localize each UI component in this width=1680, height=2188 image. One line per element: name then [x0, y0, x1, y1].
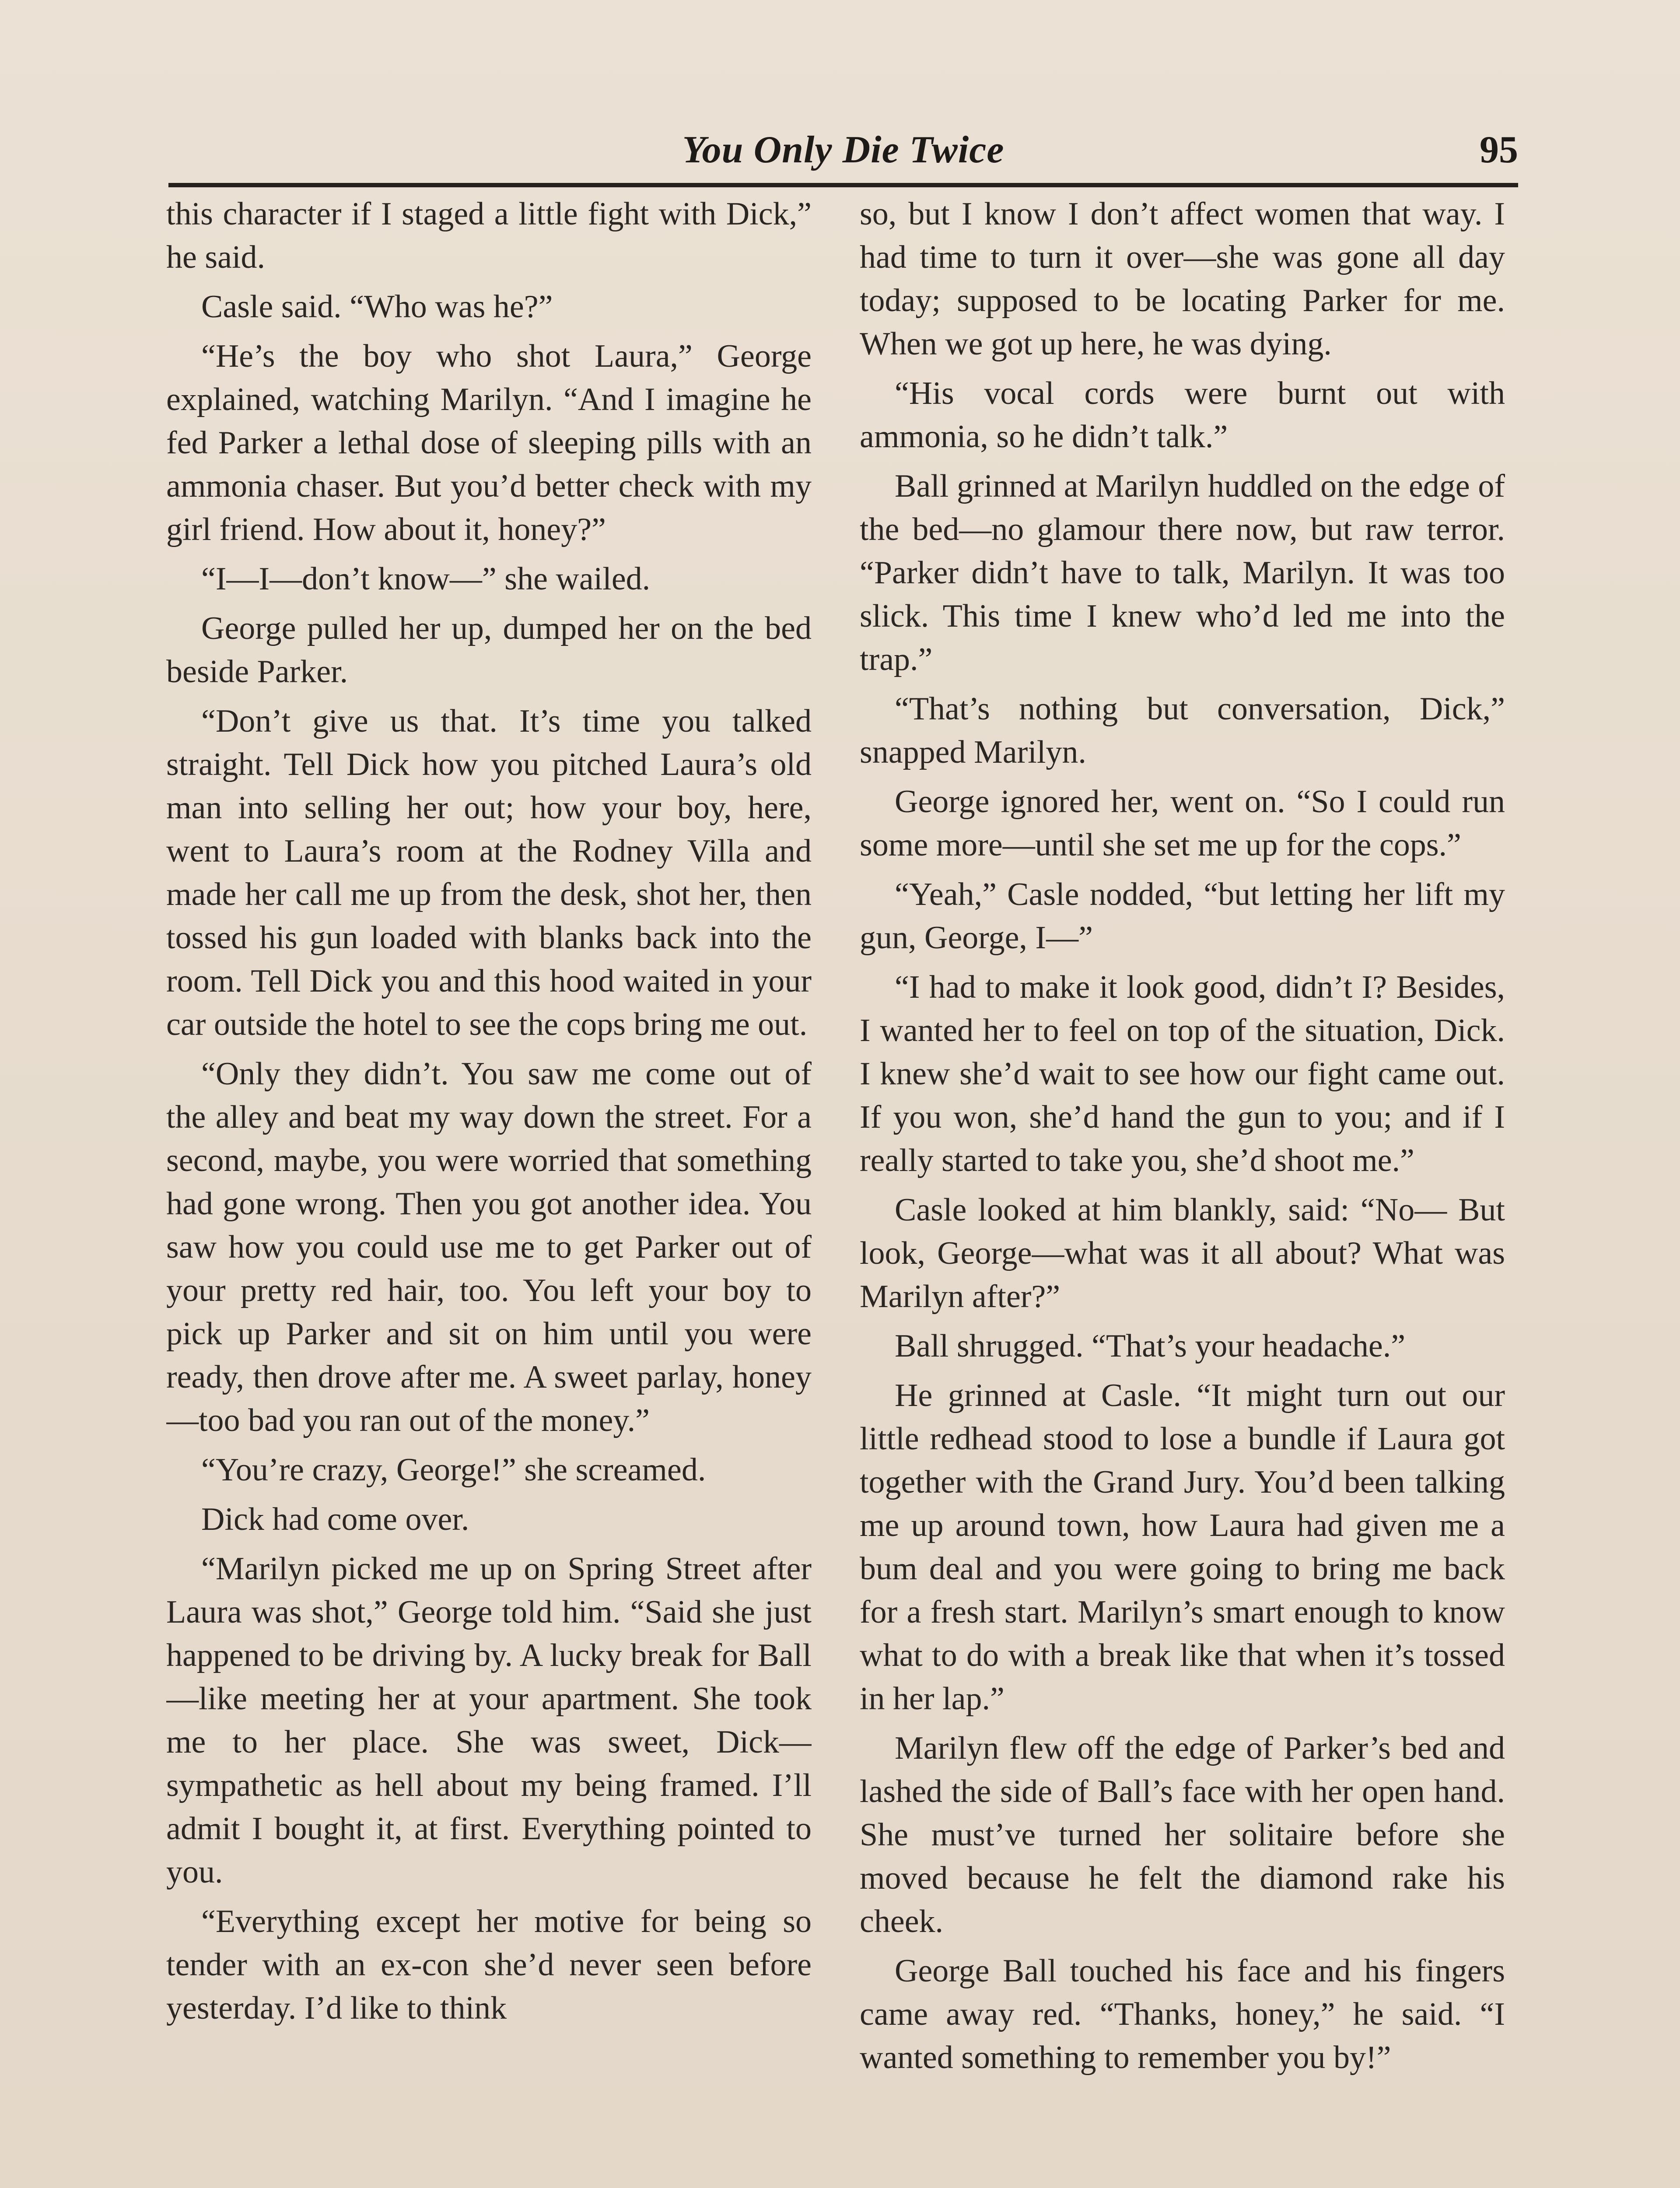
- paragraph: “Don’t give us that. It’s time you talked straight. Tell Dick how you pitched Laura’s old man into selling her out; how your boy, here, went to Laura’s room at the Rodney Villa and made her call me up from the desk, shot her, then tossed his gun loaded with blanks back into the room. Tell Dick you and this hood waited in your car outside the hotel to see the cops bring me out.: [166, 703, 812, 1042]
- paragraph: Dick had come over.: [201, 1501, 469, 1537]
- paragraph: Marilyn flew off the edge of Parker’s bed and lashed the side of Ball’s face with her open hand. She must’ve turned her solitaire before she moved because he felt the diamond rake his cheek.: [860, 1730, 1505, 1939]
- paragraph: so, but I know I don’t affect women that way. I had time to turn it over—she was gone all day today; supposed to be locating Parker for me. When we got up here, he was dying.: [860, 196, 1505, 362]
- paragraph: “That’s nothing but conversation, Dick,” snapped Marilyn.: [860, 691, 1505, 770]
- paragraph: “You’re crazy, George!” she screamed.: [201, 1452, 706, 1488]
- paragraph: “Only they didn’t. You saw me come out of the alley and beat my way down the street. For a second, maybe, you were worried that something had gone wrong. Then you got another idea. You saw how you could use me to get Parker out of your pretty red hair, too. You left your boy to pick up Parker and sit on him until you were ready, then drove after me. A sweet parlay, honey—too bad you ran out of the money.”: [166, 1056, 812, 1438]
- paragraph: “I had to make it look good, didn’t I? Besides, I wanted her to feel on top of the situation, Dick. I knew she’d wait to see how our fight came out. If you won, she’d hand the gun to you; and if I really started to take you, she’d shoot me.”: [860, 969, 1505, 1178]
- paragraph: Casle looked at him blankly, said: “No— But look, George—what was it all about? What was Marilyn after?”: [860, 1192, 1505, 1315]
- right-column: [860, 193, 1505, 2188]
- paragraph: Ball shrugged. “That’s your headache.”: [895, 1328, 1406, 1364]
- paragraph: He grinned at Casle. “It might turn out our little redhead stood to lose a bundle if Laura got together with the Grand Jury. You’d been talking me up around town, how Laura had given me a bum deal and you were going to bring me back for a fresh start. Marilyn’s smart enough to know what to do with a break like that when it’s tossed in her lap.”: [860, 1378, 1505, 1717]
- running-header: [168, 123, 1518, 184]
- paragraph: “His vocal cords were burnt out with ammonia, so he didn’t talk.”: [860, 375, 1505, 455]
- page-number: 95: [1480, 129, 1518, 171]
- paragraph: “Yeah,” Casle nodded, “but letting her lift my gun, George, I—”: [860, 877, 1505, 956]
- left-column: [166, 193, 812, 2188]
- paragraph: George pulled her up, dumped her on the bed beside Parker.: [166, 610, 812, 690]
- paragraph: “He’s the boy who shot Laura,” George explained, watching Marilyn. “And I imagine he fed Parker a lethal dose of sleeping pills with an ammonia chaser. But you’d better check with my girl friend. How about it, honey?”: [166, 338, 812, 547]
- paragraph: George ignored her, went on. “So I could run some more—until she set me up for the cops.”: [860, 784, 1505, 863]
- paragraph: Casle said. “Who was he?”: [201, 289, 553, 325]
- paragraph: “I—I—don’t know—” she wailed.: [201, 561, 651, 597]
- header-rule: [168, 183, 1518, 187]
- paragraph: Ball grinned at Marilyn huddled on the edge of the bed—no glamour there now, but raw terror. “Parker didn’t have to talk, Marilyn. It was too slick. This time I knew who’d led me into the trap.”: [860, 468, 1505, 677]
- story-title: You Only Die Twice: [682, 129, 1004, 171]
- paragraph: this character if I staged a little fight with Dick,” he said.: [166, 196, 812, 275]
- paragraph: “Marilyn picked me up on Spring Street after Laura was shot,” George told him. “Said she just happened to be driving by. A lucky break for Ball—like meeting her at your apartment. She took me to her place. She was sweet, Dick—sympathetic as hell about my being framed. I’ll admit I bought it, at first. Everything pointed to you.: [166, 1551, 812, 1890]
- paragraph: “Everything except her motive for being so tender with an ex-con she’d never seen before yesterday. I’d like to think: [166, 1904, 812, 2026]
- paragraph: George Ball touched his face and his fingers came away red. “Thanks, honey,” he said. “I wanted something to remember you by!”: [860, 1953, 1505, 2076]
